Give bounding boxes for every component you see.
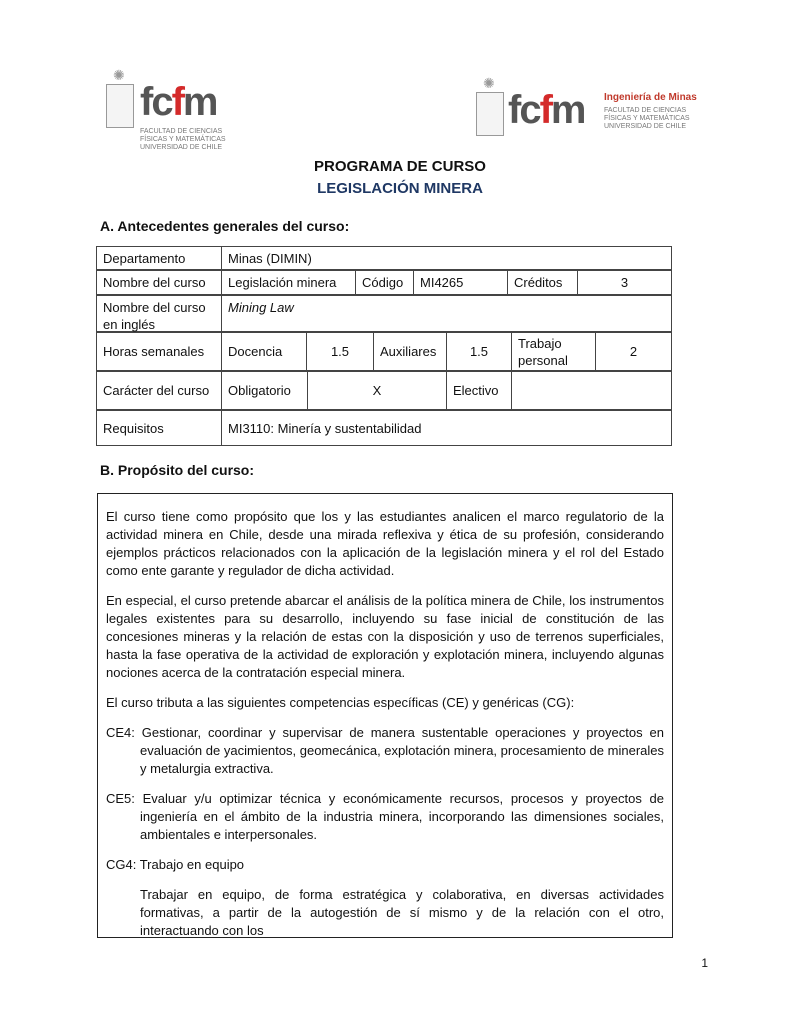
competency-ce5: CE5: Evaluar y/u optimizar técnica y económicamente recursos, procesos y proyectos de ingeniería en el ámbito de la industria minera, incorporando las dimensiones sociales, ambientales e interpersonales. [106, 791, 664, 842]
label-docencia: Docencia [221, 332, 307, 371]
sun-icon: ✺ [113, 67, 125, 83]
value-requisitos: MI3110: Minería y sustentabilidad [221, 410, 672, 446]
purpose-paragraph: El curso tiene como propósito que los y las estudiantes analicen el marco regulatorio de la actividad minera en Chile, desde una mirada reflexiva y ética de su profesión, considerando ejemplos prácticos relacionados con la aplicación de la legislación minera y el rol del Estado como ente garante y regulador de dicha actividad. [106, 509, 664, 578]
crest-icon [476, 92, 504, 136]
purpose-box [97, 493, 673, 938]
course-title: LEGISLACIÓN MINERA [317, 180, 483, 197]
label-obligatorio: Obligatorio [221, 371, 308, 410]
label-auxiliares: Auxiliares [373, 332, 447, 371]
value-trabajo: 2 [595, 332, 672, 371]
value-auxiliares: 1.5 [446, 332, 512, 371]
label-trabajo: Trabajo personal [511, 332, 596, 371]
value-docencia: 1.5 [306, 332, 374, 371]
purpose-paragraph: En especial, el curso pretende abarcar el análisis de la política minera de Chile, los instrumentos legales existentes para su desarrollo, incluyendo su fase inicial de constitución de las concesiones mineras y la relación de estas con la disposición y uso de terrenos superficiales, hasta la fase operativa de la actividad de exploración y explotación minera, incluyendo algunas nociones acerca de la contratación especial minera. [106, 593, 664, 680]
page-title: PROGRAMA DE CURSO [314, 158, 486, 175]
value-codigo: MI4265 [413, 270, 508, 295]
label-caracter: Carácter del curso [96, 371, 222, 410]
value-departamento: Minas (DIMIN) [221, 246, 672, 270]
value-creditos: 3 [577, 270, 672, 295]
value-electivo [511, 371, 672, 410]
fcfm-wordmark: fcfm [508, 90, 585, 130]
competency-cg4-description: Trabajar en equipo, de forma estratégica y colaborativa, en diversas actividades formativas, a partir de la autogestión de sí mismo y de la relación con el otro, interactuando con los [140, 887, 664, 938]
fcfm-wordmark: fcfm [140, 82, 217, 122]
value-nombre: Legislación minera [221, 270, 356, 295]
value-ingles: Mining Law [221, 295, 672, 332]
label-horas: Horas semanales [96, 332, 222, 371]
label-nombre: Nombre del curso [96, 270, 222, 295]
logo-subtitle: FACULTAD DE CIENCIAS FÍSICAS Y MATEMÁTICAS UNIVERSIDAD DE CHILE [604, 107, 690, 130]
page-number: 1 [701, 956, 708, 970]
competency-ce4: CE4: Gestionar, coordinar y supervisar de manera sustentable operaciones y proyectos en evaluación de yacimientos, geomecánica, explotación minera, procesamiento de minerales y metalurgia extractiva. [106, 725, 664, 776]
label-departamento: Departamento [96, 246, 222, 270]
value-obligatorio: X [307, 371, 447, 410]
label-codigo: Código [355, 270, 414, 295]
department-name: Ingeniería de Minas [604, 92, 697, 103]
competency-cg4: CG4: Trabajo en equipo [106, 857, 245, 872]
label-requisitos: Requisitos [96, 410, 222, 446]
label-electivo: Electivo [446, 371, 512, 410]
crest-icon [106, 84, 134, 128]
section-a-heading: A. Antecedentes generales del curso: [100, 218, 350, 234]
sun-icon: ✺ [483, 75, 495, 91]
purpose-paragraph: El curso tributa a las siguientes competencias específicas (CE) y genéricas (CG): [106, 695, 575, 710]
section-b-heading: B. Propósito del curso: [100, 462, 255, 478]
label-ingles: Nombre del curso en inglés [96, 295, 222, 332]
logo-subtitle: FACULTAD DE CIENCIAS FÍSICAS Y MATEMÁTICAS UNIVERSIDAD DE CHILE [140, 128, 226, 151]
label-creditos: Créditos [507, 270, 578, 295]
